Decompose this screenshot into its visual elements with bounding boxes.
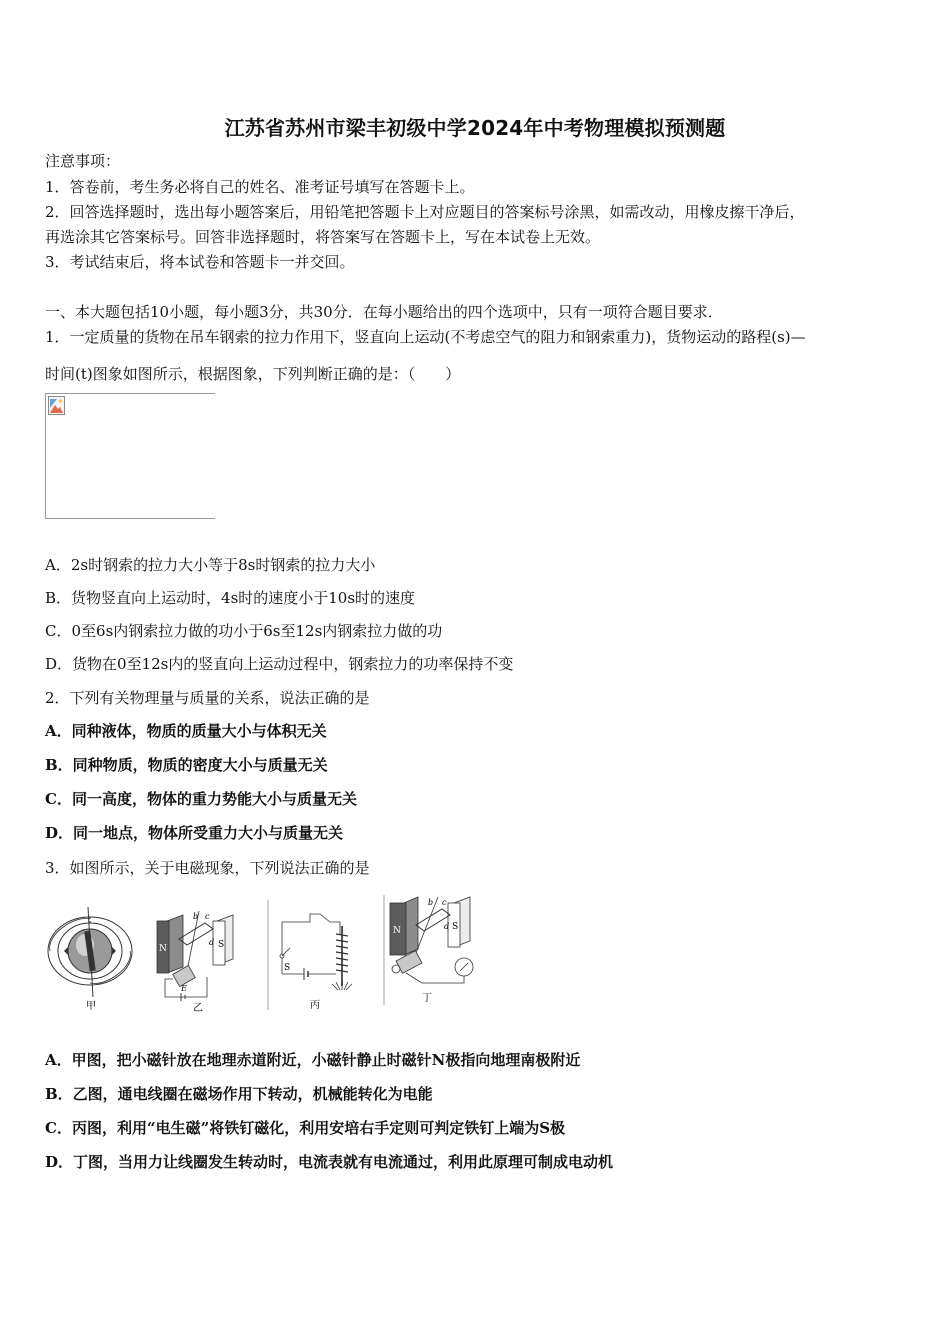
q3-option-c: C．丙图，利用“电生磁”将铁钉磁化，利用安培右手定则可判定铁钉上端为S极 (45, 1119, 566, 1137)
broken-image-icon (48, 396, 66, 416)
figure-yi-caption: 乙 (193, 1003, 203, 1014)
figure-yi-motor (155, 905, 245, 1017)
figure-ding-label-b: b (428, 898, 434, 907)
figure-bing-caption: 丙 (310, 1000, 320, 1011)
notice-item: 2．回答选择题时，选出每小题答案后，用铅笔把答题卡上对应题目的答案标号涂黑，如需改动，用橡皮擦干净后， (45, 203, 805, 221)
q3-option-b: B．乙图，通电线圈在磁场作用下转动，机械能转化为电能 (45, 1085, 433, 1103)
figure-jia-earth-magnetic-field (44, 905, 136, 1015)
figure-ding-label-c: c (442, 898, 447, 907)
figure-bing-electromagnet (266, 898, 366, 1014)
notice-heading: 注意事项： (45, 152, 121, 170)
q2-option-d: D．同一地点，物体所受重力大小与质量无关 (45, 824, 344, 842)
q3-option-d: D．丁图，当用力让线圈发生转动时，电流表就有电流通过，利用此原理可制成电动机 (45, 1153, 614, 1171)
notice-item: 1．答卷前，考生务必将自己的姓名、准考证号填写在答题卡上。 (45, 178, 475, 196)
q1-st-graph-image (45, 393, 215, 519)
figure-ding-label-n: N (393, 926, 401, 936)
figure-jia-caption: 甲 (86, 1001, 96, 1012)
q2-option-a: A．同种液体，物质的质量大小与体积无关 (45, 722, 327, 740)
q1-option-c: C．0至6s内钢索拉力做的功小于6s至12s内钢索拉力做的功 (45, 622, 443, 640)
notice-item: 再选涂其它答案标号。回答非选择题时，将答案写在答题卡上，写在本试卷上无效。 (45, 228, 601, 246)
q2-stem: 2．下列有关物理量与质量的关系，说法正确的是 (45, 689, 370, 707)
q1-option-d: D．货物在0至12s内的竖直向上运动过程中，钢索拉力的功率保持不变 (45, 655, 514, 673)
q1-stem-line1: 1．一定质量的货物在吊车钢索的拉力作用下，竖直向上运动(不考虑空气的阻力和钢索重力)，货物运动的路程(s)— (45, 328, 806, 346)
figure-yi-label-s: S (218, 940, 225, 950)
figure-yi-label-c: c (205, 912, 210, 921)
q1-option-b: B．货物竖直向上运动时，4s时的速度小于10s时的速度 (45, 589, 416, 607)
q2-option-b: B．同种物质，物质的密度大小与质量无关 (45, 756, 328, 774)
figure-yi-label-b: b (193, 912, 199, 921)
figure-yi-label-d: d (209, 938, 215, 947)
figure-ding-generator (382, 893, 478, 1009)
notice-item: 3．考试结束后，将本试卷和答题卡一并交回。 (45, 253, 355, 271)
q2-option-c: C．同一高度，物体的重力势能大小与质量无关 (45, 790, 357, 808)
figure-ding-label-d: d (444, 922, 450, 931)
figure-yi-label-e: E (181, 984, 187, 993)
figure-yi-label-n: N (159, 944, 167, 954)
figure-ding-caption: 丁 (422, 993, 432, 1004)
page-title: 江苏省苏州市梁丰初级中学2024年中考物理模拟预测题 (224, 116, 726, 140)
section-heading: 一、本大题包括10小题，每小题3分，共30分．在每小题给出的四个选项中，只有一项符合题目要求． (45, 303, 723, 321)
q3-option-a: A．甲图，把小磁针放在地理赤道附近，小磁针静止时磁针N极指向地理南极附近 (45, 1051, 581, 1069)
figure-bing-label-s: S (284, 963, 291, 973)
q1-stem-line2: 时间(t)图象如图所示，根据图象，下列判断正确的是：（ ） (45, 365, 461, 383)
q1-option-a: A．2s时钢索的拉力大小等于8s时钢索的拉力大小 (45, 556, 376, 574)
q3-stem: 3．如图所示，关于电磁现象，下列说法正确的是 (45, 859, 370, 877)
figure-ding-label-s: S (452, 922, 459, 932)
